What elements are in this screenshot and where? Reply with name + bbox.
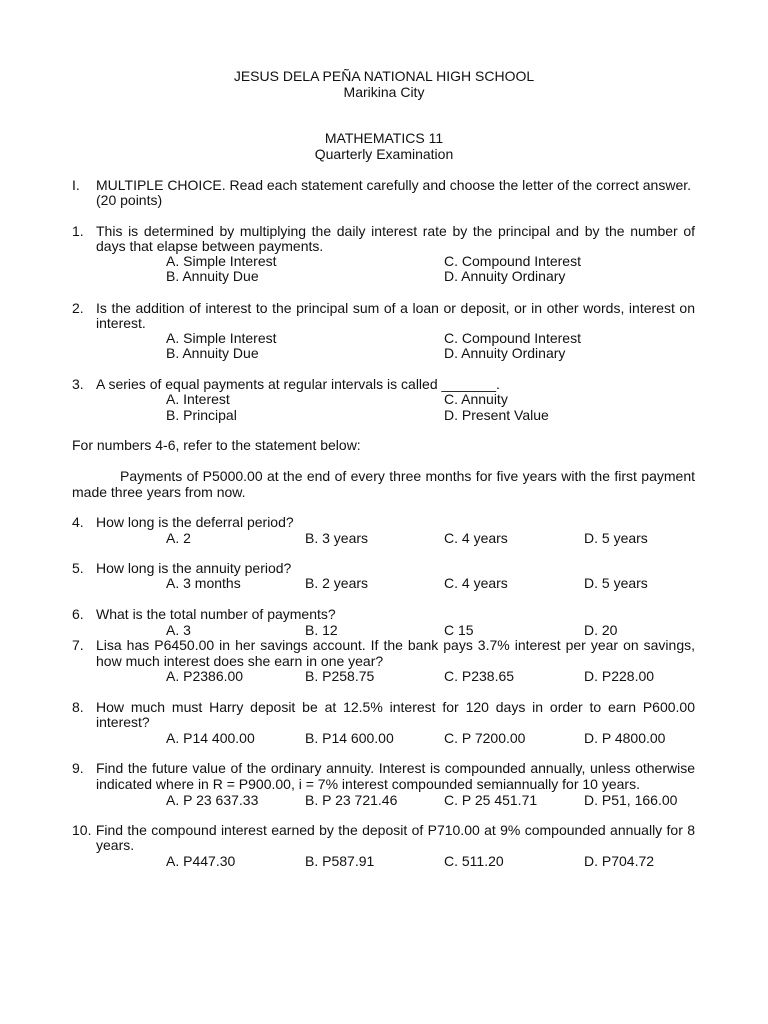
question-text: This is determined by multiplying the daily interest rate by the principal and by the number of [96,223,695,239]
option-a: A. Simple Interest [166,330,277,346]
question-number: 9. [72,760,84,776]
option-d: D. Present Value [444,407,549,423]
question-number: 8. [72,699,84,715]
question-text: years. [96,837,135,853]
question-text: interest. [96,315,146,331]
section-instructions: MULTIPLE CHOICE. Read each statement carefully and choose the letter of the correct answer. [96,177,692,193]
section-points: (20 points) [96,192,163,208]
option-a: A. P 23 637.33 [166,792,259,808]
question-number: 7. [72,637,84,653]
option-b: B. P587.91 [305,853,375,869]
school-name: JESUS DELA PEÑA NATIONAL HIGH SCHOOL [233,68,535,84]
option-c: C. Compound Interest [444,253,581,269]
option-a: A. 3 months [166,575,241,591]
question-text: How much must Harry deposit be at 12.5% interest for 120 days in order to earn P600.00 [96,699,695,715]
question-text: Is the addition of interest to the principal sum of a loan or deposit, or in other words, interest on [96,300,695,316]
reference-statement-cont: made three years from now. [72,484,246,500]
reference-statement: Payments of P5000.00 at the end of every three months for five years with the first payment [120,468,695,484]
question-number: 3. [72,376,84,392]
question-text: How long is the deferral period? [96,514,294,530]
question-text: interest? [96,714,150,730]
question-number: 10. [72,822,92,838]
option-b: B. P14 600.00 [305,730,394,746]
option-c: C. P 7200.00 [444,730,526,746]
option-b: B. 3 years [305,530,369,546]
option-c: C. Compound Interest [444,330,581,346]
question-text: days that elapse between payments. [96,238,324,254]
option-b: B. Annuity Due [166,268,259,284]
option-a: A. Interest [166,391,230,407]
question-text: How long is the annuity period? [96,560,292,576]
question-text: A series of equal payments at regular intervals is called _______. [96,376,500,392]
option-d: D. 20 [584,622,618,638]
option-c: C. 4 years [444,575,508,591]
question-text: how much interest does she earn in one year? [96,653,384,669]
option-b: B. 12 [305,622,338,638]
option-b: B. P 23 721.46 [305,792,398,808]
option-d: D. P 4800.00 [584,730,666,746]
option-d: D. P228.00 [584,668,655,684]
question-text-first-line: Find the compound interest earned by the deposit of P710.00 at 9% compounded annually for 8 [95,822,695,838]
option-c: C. Annuity [444,391,508,407]
option-a: A. P14 400.00 [166,730,255,746]
option-c: C. P238.65 [444,668,515,684]
option-c: C 15 [444,622,474,638]
question-number: 6. [72,606,84,622]
option-a: A. 2 [166,530,191,546]
option-d: D. Annuity Ordinary [444,345,566,361]
question-text: Lisa has P6450.00 in her savings account. If the bank pays 3.7% interest per year on savings, [96,637,695,653]
question-text: What is the total number of payments? [96,606,336,622]
option-a: A. P2386.00 [166,668,244,684]
option-a: A. Simple Interest [166,253,277,269]
exam-title: Quarterly Examination [314,146,454,162]
question-number: 1. [72,223,84,239]
option-c: C. 4 years [444,530,508,546]
option-d: D. P51, 166.00 [584,792,678,808]
option-c: C. 511.20 [444,853,504,869]
option-b: B. Annuity Due [166,345,259,361]
option-b: B. 2 years [305,575,369,591]
subject-title: MATHEMATICS 11 [324,130,444,146]
option-d: D. P704.72 [584,853,655,869]
question-text: indicated where in R = P900.00, i = 7% interest compounded semiannually for 10 years. [96,776,640,792]
question-text: Find the future value of the ordinary annuity. Interest is compounded annually, unless otherwise [96,760,695,776]
option-a: A. P447.30 [166,853,236,869]
option-d: D. Annuity Ordinary [444,268,566,284]
question-text [72,822,695,838]
option-d: D. 5 years [584,530,648,546]
option-b: B. Principal [166,407,237,423]
section-number: I. [72,177,80,193]
question-number: 4. [72,514,84,530]
option-d: D. 5 years [584,575,648,591]
option-b: B. P258.75 [305,668,375,684]
question-number: 2. [72,300,84,316]
option-a: A. 3 [166,622,191,638]
option-c: C. P 25 451.71 [444,792,538,808]
question-number: 5. [72,560,84,576]
school-city: Marikina City [343,84,425,100]
reference-intro: For numbers 4-6, refer to the statement below: [72,437,361,453]
